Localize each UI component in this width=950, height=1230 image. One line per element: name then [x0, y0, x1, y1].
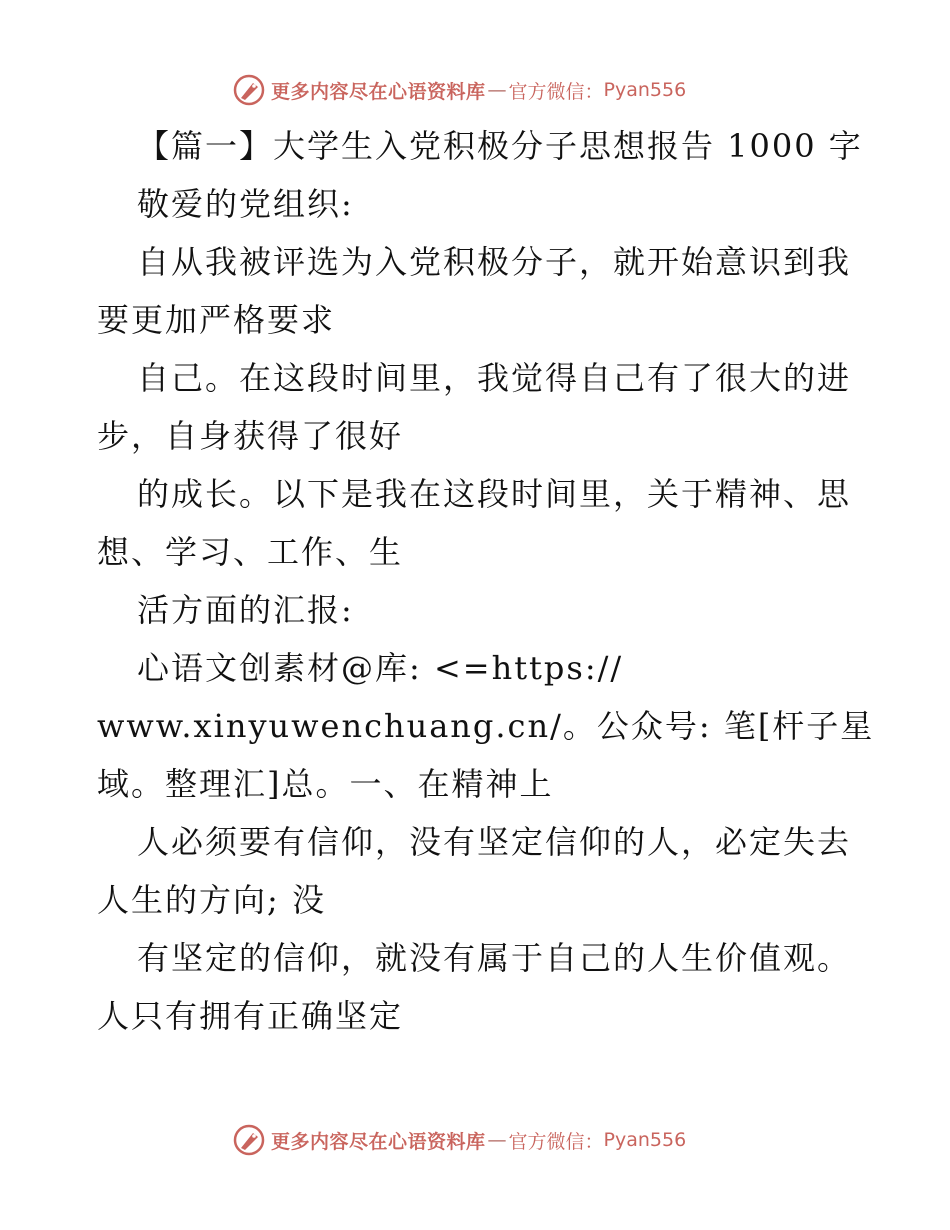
paragraph-line: 自从我被评选为入党积极分子，就开始意识到我 [137, 243, 852, 281]
paragraph-line: 自己。在这段时间里，我觉得自己有了很大的进 [137, 359, 852, 397]
banner-wechat-label: 官方微信： [508, 80, 604, 103]
paragraph-line: 域。整理汇]总。一、在精神上 [97, 765, 554, 803]
banner-wechat-label: 官方微信： [508, 1130, 604, 1153]
banner-wechat-id: Pyan556 [603, 1129, 687, 1151]
banner-slogan: 更多内容尽在心语资料库 [271, 80, 486, 103]
paragraph-line: www.xinyuwenchuang.cn/。公众号: 笔[杆子星 [97, 707, 875, 745]
pen-nib-logo-icon [233, 74, 265, 106]
paragraph-line: 步，自身获得了很好 [97, 417, 404, 455]
paragraph-line: 人必须要有信仰，没有坚定信仰的人，必定失去 [137, 823, 852, 861]
paragraph-line: 要更加严格要求 [97, 301, 336, 339]
paragraph-line: 有坚定的信仰，就没有属于自己的人生价值观。 [137, 939, 852, 977]
header-banner [233, 73, 686, 107]
document-title: 【篇一】大学生入党积极分子思想报告 1000 字 [137, 127, 863, 165]
pen-nib-logo-icon [233, 1124, 265, 1156]
footer-banner [233, 1123, 686, 1157]
paragraph-line: 人生的方向; 没 [97, 881, 326, 919]
paragraph-line: 的成长。以下是我在这段时间里，关于精神、思 [137, 475, 852, 513]
banner-dash: — [487, 1129, 507, 1151]
banner-slogan: 更多内容尽在心语资料库 [271, 1130, 486, 1153]
salutation-line: 敬爱的党组织: [137, 185, 354, 223]
paragraph-line: 心语文创素材@库: <=https:// [137, 649, 624, 687]
banner-dash: — [487, 79, 507, 101]
paragraph-line: 活方面的汇报: [137, 591, 354, 629]
banner-wechat-id: Pyan556 [603, 79, 687, 101]
paragraph-line: 想、学习、工作、生 [97, 533, 404, 571]
paragraph-line: 人只有拥有正确坚定 [97, 997, 404, 1035]
